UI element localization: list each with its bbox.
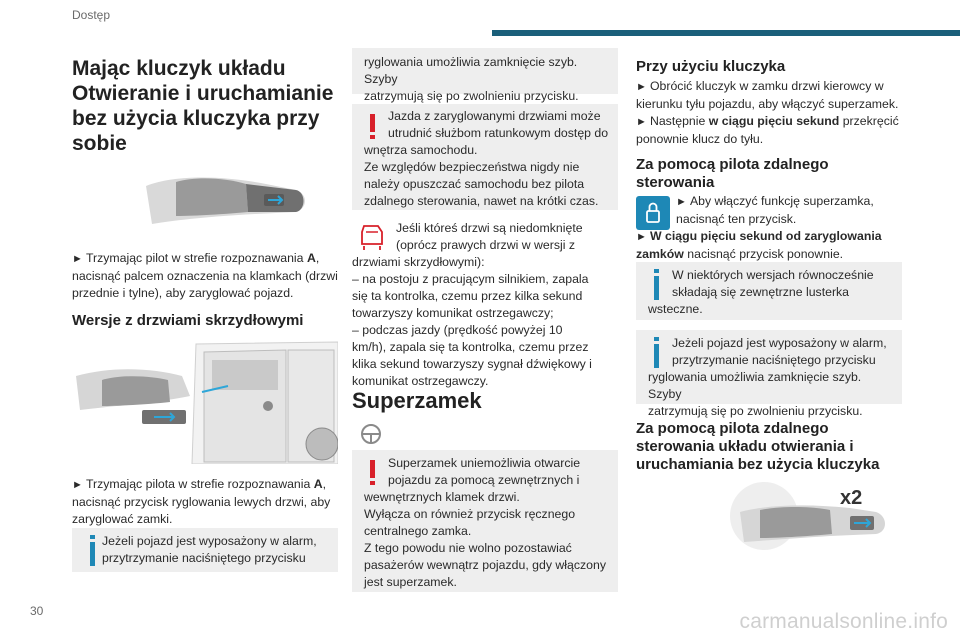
section-title: Mając kluczyk układu Otwieranie i uruchamianie bez użycia kluczyka przy sobie xyxy=(72,57,334,155)
paragraph-lock-handles: ► Trzymając pilot w strefie rozpoznawania A, nacisnąć palcem oznaczenia na klamkach (drzwi przednie i tylne), aby zaryglować pojazd. xyxy=(72,251,338,300)
door-open-notice: Jeśli któreś drzwi są niedomknięte (oprócz prawych drzwi w wersji z drzwiami skrzydłowymi): – na postoju z pracującym silnikiem, zapala się ta kontrolka, czemu przez kilka sekund towarzyszy komunikat ostrzegawczy; – podczas jazdy (prędkość powyżej 10 km/h), zapala się ta kontrolka, czemu przez klika sekund towarzyszy sygnał dźwiękowy i komunikat ostrzegawczy. xyxy=(352,221,592,388)
key-steps: ► Obrócić kluczyk w zamku drzwi kierowcy w kierunku tyłu pojazdu, aby włączyć superzamek. ► Następnie w ciągu pięciu sekund przekręcić ponownie klucz do tyłu. xyxy=(636,79,899,146)
warning-box-superlock: Superzamek uniemożliwia otwarcie pojazdu za pomocą zewnętrznych i wewnętrznych klamek drzwi. Wyłącza on również przycisk ręcznego centralnego zamka. Z tego powodu nie wolno pozostawiać pasażerów wewnątrz pojazdu, gdy włączony jest superzamek. xyxy=(352,450,618,592)
paragraph-lock-left-doors: ► Trzymając pilota w strefie rozpoznawania A, nacisnąć przycisk ryglowania lewych drzwi, aby zaryglować zamki. xyxy=(72,477,331,526)
steering-wheel-icon xyxy=(356,422,386,446)
page-number: 30 xyxy=(30,604,44,618)
x2-label: x2 xyxy=(840,487,863,509)
heading-keyless: Za pomocą pilota zdalnego sterowania układu otwierania i uruchamiania bez użycia kluczyka xyxy=(636,420,880,473)
superlock-heading: Superzamek xyxy=(352,388,482,413)
subsection-title: Wersje z drzwiami skrzydłowymi xyxy=(72,312,304,329)
info-box-alarm-windows: Jeżeli pojazd jest wyposażony w alarm, przytrzymanie naciśniętego przycisku ryglowania umożliwia zamknięcie szyb. Szyby zatrzymują się po zwolnieniu przycisku. xyxy=(636,330,902,404)
warning-box-locked-doors: Jazda z zaryglowanymi drzwiami może utrudnić służbom ratunkowym dostęp do wnętrza samochodu. Ze względów bezpieczeństwa nigdy nie należy opuszczać samochodu bez pilota zdalnego sterowania, nawet na krótki czas. xyxy=(352,104,618,210)
remote-steps: ► Aby włączyć funkcję superzamka, nacisnąć ten przycisk. ► W ciągu pięciu sekund od zaryglowania zamków nacisnąć przycisk ponownie. xyxy=(636,194,882,261)
info-box-continued: ryglowania umożliwia zamknięcie szyb. Szyby zatrzymują się po zwolnieniu przycisku. xyxy=(352,48,618,94)
door-handle-illustration xyxy=(136,168,326,230)
watermark: carmanualsonline.info xyxy=(739,610,948,633)
running-header: Dostęp xyxy=(72,8,111,22)
rear-doors-illustration xyxy=(72,336,338,464)
header-accent-bar xyxy=(492,30,960,36)
info-box-alarm: Jeżeli pojazd jest wyposażony w alarm, przytrzymanie naciśniętego przycisku xyxy=(72,528,338,572)
double-press-handle-illustration xyxy=(700,480,900,552)
heading-with-key: Przy użyciu kluczyka xyxy=(636,58,786,75)
heading-remote: Za pomocą pilota zdalnego sterowania xyxy=(636,156,829,191)
info-icon xyxy=(90,542,95,566)
info-box-mirrors: W niektórych wersjach równocześnie składają się zewnętrzne lusterka wsteczne. xyxy=(636,262,902,320)
